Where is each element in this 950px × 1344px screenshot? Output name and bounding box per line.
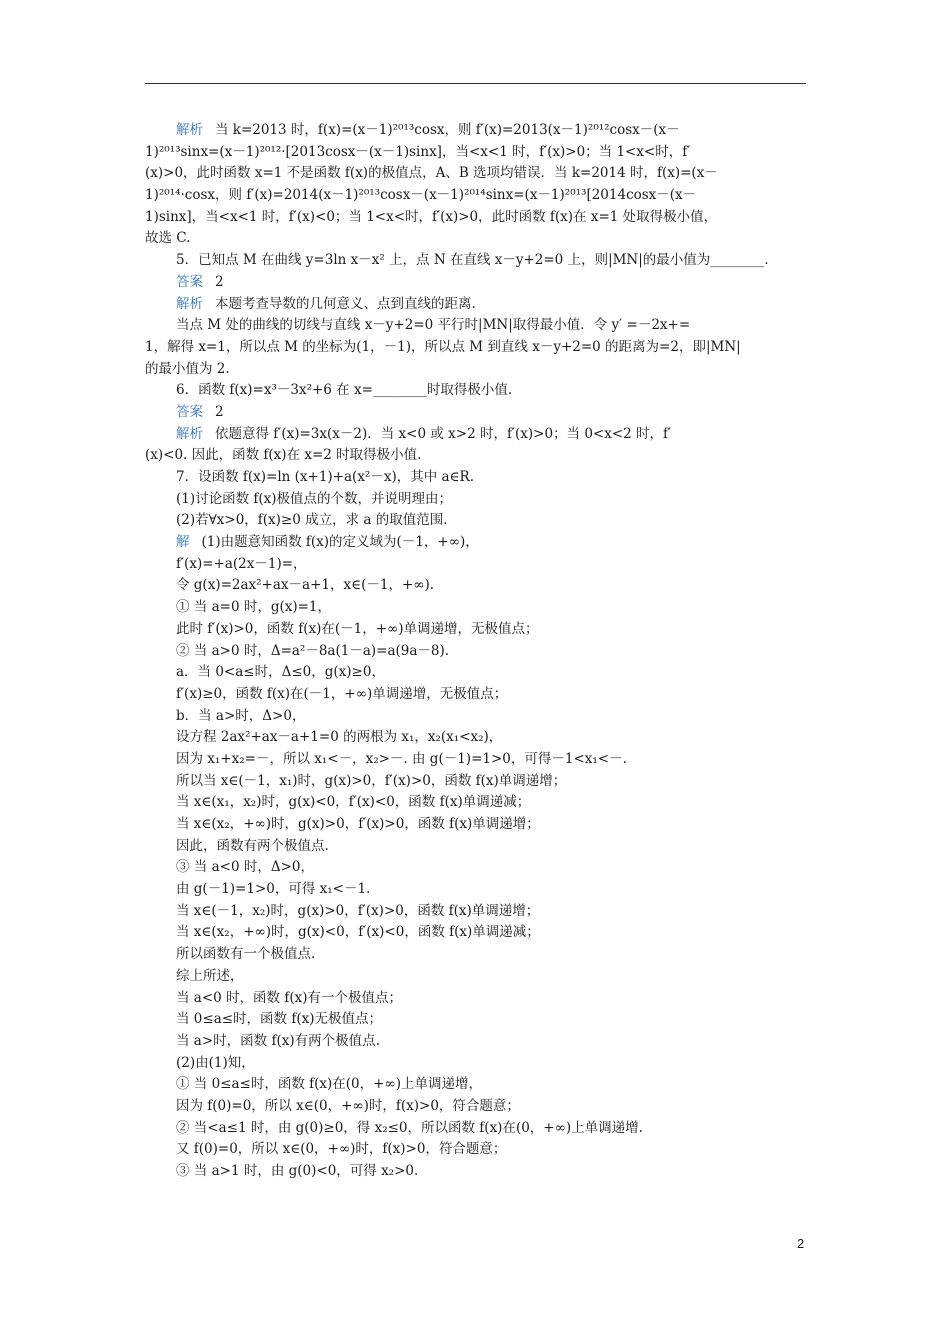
text-line	[145, 272, 806, 294]
line-text: b．当 a>时，Δ>0，	[176, 707, 306, 724]
text-line	[145, 1074, 806, 1096]
line-text: ③ 当 a>1 时，由 g(0)<0，可得 x₂>0.	[176, 1163, 419, 1179]
line-text: (2)若∀x>0，f(x)≥0 成立，求 a 的取值范围.	[176, 512, 448, 529]
line-text: 1)²⁰¹⁴·cosx，则 f′(x)=2014(x－1)²⁰¹³cosx－(x－1)²⁰¹⁴sinx=(x－1)²⁰¹³[2014cosx－(x－	[145, 187, 697, 204]
text-line	[145, 771, 806, 793]
text-line	[145, 294, 806, 316]
line-text: 故选 C.	[145, 230, 191, 247]
text-line	[145, 1053, 806, 1075]
text-line	[145, 510, 806, 532]
line-text: 2	[215, 403, 224, 420]
text-line	[145, 662, 806, 684]
section-label: 解析	[176, 295, 203, 312]
text-line	[145, 988, 806, 1010]
text-line	[145, 467, 806, 489]
line-text: 因此，函数有两个极值点.	[176, 837, 329, 854]
text-line	[145, 641, 806, 663]
line-text: ① 当 a=0 时，g(x)=1，	[176, 599, 332, 616]
text-line	[145, 207, 806, 229]
section-label: 答案	[176, 273, 203, 290]
text-line	[145, 749, 806, 771]
line-text: 本题考查导数的几何意义、点到直线的距离.	[215, 295, 476, 312]
line-text: 当 a<0 时，函数 f(x)有一个极值点；	[176, 989, 402, 1006]
text-line	[145, 163, 806, 185]
text-line	[145, 1096, 806, 1118]
text-line	[145, 857, 806, 879]
section-label: 答案	[176, 403, 203, 420]
text-line	[145, 684, 806, 706]
text-line	[145, 489, 806, 511]
line-text: 7．设函数 f(x)=ln (x+1)+a(x²－x)，其中 a∈R.	[176, 469, 475, 485]
text-line	[145, 1009, 806, 1031]
line-text: 1)²⁰¹³sinx=(x－1)²⁰¹²·[2013cosx－(x－1)sinx]，当<x<1 时，f′(x)>0；当 1<x<时，f′	[145, 143, 691, 160]
text-line	[145, 706, 806, 728]
text-line	[145, 185, 806, 207]
text-line	[145, 901, 806, 923]
line-text: ② 当 a>0 时，Δ=a²－8a(1－a)=a(9a－8).	[176, 642, 450, 659]
text-line	[145, 922, 806, 944]
text-line	[145, 445, 806, 467]
line-text: 综上所述，	[176, 967, 244, 984]
line-text: 因为 x₁+x₂=－，所以 x₁<－，x₂>－. 由 g(－1)=1>0，可得－1<x₁<－.	[176, 750, 627, 767]
line-text: f′(x)=+a(2x－1)=，	[176, 555, 307, 572]
line-text: 当 x∈(x₂，+∞)时，g(x)>0，f′(x)>0，函数 f(x)单调递增；	[176, 816, 540, 832]
text-line	[145, 359, 806, 381]
text-line	[145, 879, 806, 901]
text-line	[145, 120, 806, 142]
page-number: 2	[797, 1236, 805, 1251]
line-text: 令 g(x)=2ax²+ax－a+1，x∈(－1，+∞).	[176, 577, 435, 594]
line-text: ① 当 0≤a≤时，函数 f(x)在(0，+∞)上单调递增，	[176, 1076, 482, 1093]
text-line	[145, 814, 806, 836]
line-text: (1)讨论函数 f(x)极值点的个数，并说明理由；	[176, 490, 453, 507]
line-text: (2)由(1)知，	[176, 1054, 255, 1071]
line-text: 当 k=2013 时，f(x)=(x－1)²⁰¹³cosx，则 f′(x)=2013(x－1)²⁰¹²cosx－(x－	[215, 122, 680, 138]
line-text: 依题意得 f′(x)=3x(x－2)．当 x<0 或 x>2 时，f′(x)>0；当 0<x<2 时，f′	[215, 425, 672, 442]
line-text: 当点 M 处的曲线的切线与直线 x－y+2=0 平行时|MN|取得最小值．令 y′ =－2x+=	[176, 317, 691, 334]
line-text: (x)>0，此时函数 x=1 不是函数 f(x)的极值点，A、B 选项均错误．当 k=2014 时，f(x)=(x－	[145, 165, 718, 182]
text-line	[145, 315, 806, 337]
line-text: 2	[215, 273, 224, 290]
text-line	[145, 619, 806, 641]
text-line	[145, 554, 806, 576]
line-text: 又 f(0)=0，所以 x∈(0，+∞)时，f(x)>0，符合题意；	[176, 1141, 507, 1158]
line-text: 当 a>时，函数 f(x)有两个极值点.	[176, 1032, 380, 1049]
text-line	[145, 727, 806, 749]
text-line	[145, 1161, 806, 1183]
line-text: f′(x)≥0，函数 f(x)在(－1，+∞)单调递增，无极值点；	[176, 685, 508, 702]
line-text: 当 x∈(－1，x₂)时，g(x)>0，f′(x)>0，函数 f(x)单调递增；	[176, 902, 540, 919]
text-line	[145, 597, 806, 619]
text-line	[145, 250, 806, 272]
line-text: 1，解得 x=1，所以点 M 的坐标为(1，－1)，所以点 M 到直线 x－y+2=0 的距离为=2，即|MN|	[145, 338, 741, 355]
line-text: 1)sinx]，当<x<1 时，f′(x)<0；当 1<x<时，f′(x)>0，此时函数 f(x)在 x=1 处取得极小值，	[145, 208, 718, 225]
text-line	[145, 836, 806, 858]
line-text: 所以当 x∈(－1，x₁)时，g(x)>0，f′(x)>0，函数 f(x)单调递增；	[176, 772, 567, 789]
line-text: ③ 当 a<0 时，Δ>0，	[176, 859, 314, 876]
text-line	[145, 380, 806, 402]
text-line	[145, 1031, 806, 1053]
line-text: (1)由题意知函数 f(x)的定义域为(－1，+∞)，	[201, 534, 479, 551]
section-label: 解析	[176, 122, 203, 138]
text-line	[145, 532, 806, 554]
line-text: 所以函数有一个极值点.	[176, 946, 316, 963]
line-text: 设方程 2ax²+ax－a+1=0 的两根为 x₁，x₂(x₁<x₂)，	[176, 729, 503, 746]
text-line	[145, 142, 806, 164]
line-text: ② 当<a≤1 时，由 g(0)≥0，得 x₂≤0，所以函数 f(x)在(0，+∞)上单调递增.	[176, 1119, 643, 1136]
text-line	[145, 337, 806, 359]
section-label: 解	[176, 534, 190, 551]
line-text: 当 x∈(x₁，x₂)时，g(x)<0，f′(x)<0，函数 f(x)单调递减；	[176, 794, 531, 811]
text-line	[145, 228, 806, 250]
section-label: 解析	[176, 425, 203, 442]
text-line	[145, 966, 806, 988]
text-line	[145, 944, 806, 966]
text-line	[145, 424, 806, 446]
line-text: 6．函数 f(x)=x³－3x²+6 在 x=________时取得极小值.	[176, 382, 513, 399]
text-line	[145, 792, 806, 814]
text-line	[145, 575, 806, 597]
line-text: 由 g(－1)=1>0，可得 x₁<－1.	[176, 881, 371, 898]
text-line	[145, 1139, 806, 1161]
line-text: (x)<0. 因此，函数 f(x)在 x=2 时取得极小值.	[145, 447, 422, 464]
line-text: 因为 f(0)=0，所以 x∈(0，+∞)时，f(x)>0，符合题意；	[176, 1097, 520, 1114]
header-rule	[145, 83, 806, 84]
text-line	[145, 1118, 806, 1140]
line-text: 5．已知点 M 在曲线 y=3ln x－x² 上，点 N 在直线 x－y+2=0 上，则|MN|的最小值为________.	[176, 252, 769, 269]
line-text: 当 0≤a≤时，函数 f(x)无极值点；	[176, 1011, 382, 1028]
line-text: a．当 0<a≤时，Δ≤0，g(x)≥0，	[176, 664, 385, 681]
text-line	[145, 402, 806, 424]
line-text: 的最小值为 2.	[145, 360, 230, 377]
document-body	[145, 120, 806, 1183]
line-text: 当 x∈(x₂，+∞)时，g(x)<0，f′(x)<0，函数 f(x)单调递减；	[176, 924, 540, 941]
line-text: 此时 f′(x)>0，函数 f(x)在(－1，+∞)单调递增，无极值点；	[176, 620, 539, 637]
